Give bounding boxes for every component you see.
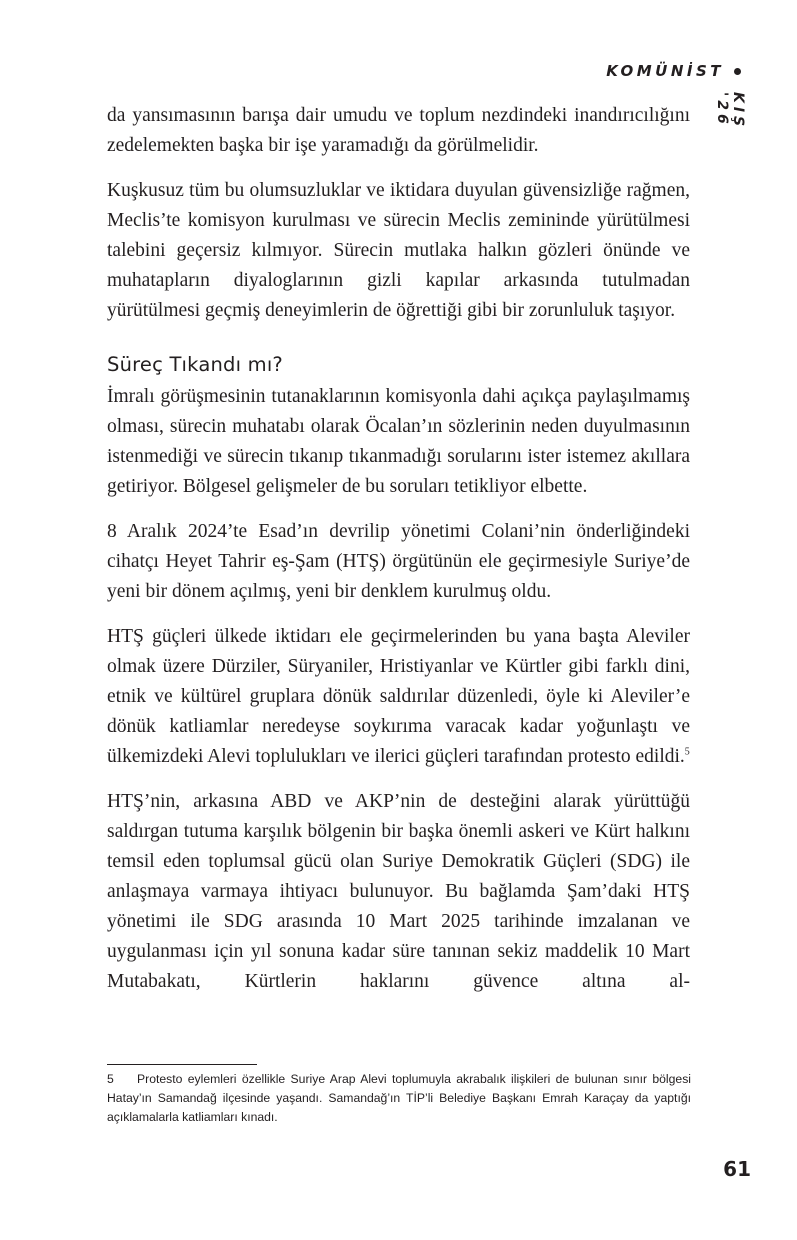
section-heading: Süreç Tıkandı mı? [107, 353, 283, 376]
footnote [107, 1070, 691, 1127]
journal-masthead [606, 62, 741, 80]
footnote-number: 5 [107, 1072, 114, 1086]
footnote-ref[interactable]: 5 [684, 746, 690, 758]
paragraph: 8 Aralık 2024’te Esad’ın devrilip yönetimi Colani’nin önderliğindeki cihatçı Heyet Tahrir eş-Şam (HTŞ) örgütünün ele geçirmesiyle Suriye’de yeni bir dönem açılmış, yeni bir denklem kurulmuş oldu. [107, 521, 690, 602]
bullet-dot-icon [734, 68, 741, 75]
paragraph-continued: da yansımasının barışa dair umudu ve toplum nezdindeki inandırıcılığını zedelemekten başka bir işe yaramadığı da görülmelidir. [107, 105, 690, 156]
paragraph-text: HTŞ güçleri ülkede iktidarı ele geçirmelerinden bu yana başta Aleviler olmak üzere Dürziler, Süryaniler, Hristiyanlar ve Kürtler gibi farklı dini, etnik ve kültürel gruplara dönük saldırılar düzenledi, öyle ki Aleviler’e dönük katliamlar neredeyse soykırıma varacak kadar yoğunlaştı ve ülkemizdeki Alevi toplulukları ve ilerici güçleri tarafından protesto edildi. [107, 626, 690, 767]
paragraph: Kuşkusuz tüm bu olumsuzluklar ve iktidara duyulan güvensizliğe rağmen, Meclis’te komisyon kurulması ve sürecin Meclis zemininde yürütülmesi talebini geçersiz kılmıyor. Sürecin mutlaka halkın gözleri önünde ve muhatapların diyaloglarının gizli kapılar arkasında tutulmadan yürütülmesi geçmiş deneyimlerin de öğrettiği gibi bir zorunluluk taşıyor. [107, 180, 690, 321]
issue-label: KIŞ '26 [714, 92, 746, 131]
paragraph: İmralı görüşmesinin tutanaklarının komisyonla dahi açıkça paylaşılmamış olması, sürecin muhatabı olarak Öcalan’ın sözlerinin neden duyulmasının istenmediği ve sürecin tıkanıp tıkanmadığı sorularını ister istemez akıllara getiriyor. Bölgesel gelişmeler de bu soruları tetikliyor elbette. [107, 386, 690, 497]
journal-title: KOMÜNİST [606, 62, 724, 80]
footnote-divider [107, 1064, 257, 1065]
article-body [107, 101, 690, 997]
footnote-text: Protesto eylemleri özellikle Suriye Arap Alevi toplumuyla akrabalık ilişkileri de bulunan sınır bölgesi Hatay’ın Samandağ ilçesinde yaşandı. Samandağ’ın TİP’li Belediye Başkanı Emrah Karaçay da yaptığı açıklamalarla katliamları kınadı. [107, 1072, 691, 1124]
paragraph: HTŞ’nin, arkasına ABD ve AKP’nin de desteğini alarak yürüttüğü saldırgan tutuma karşılık bölgenin bir başka önemli askeri ve Kürt halkını temsil eden toplumsal gücü olan Suriye Demokratik Güçleri (SDG) ile anlaşmaya varmaya ihtiyacı bulunuyor. Bu bağlamda Şam’daki HTŞ yönetimi ile SDG arasında 10 Mart 2025 tarihinde imzalanan ve uygulanması için yıl sonuna kadar süre tanınan sekiz maddelik 10 Mart Mutabakatı, Kürtlerin haklarını güvence altına al- [107, 791, 690, 992]
page-number: 61 [723, 1157, 751, 1181]
paragraph [107, 622, 690, 772]
